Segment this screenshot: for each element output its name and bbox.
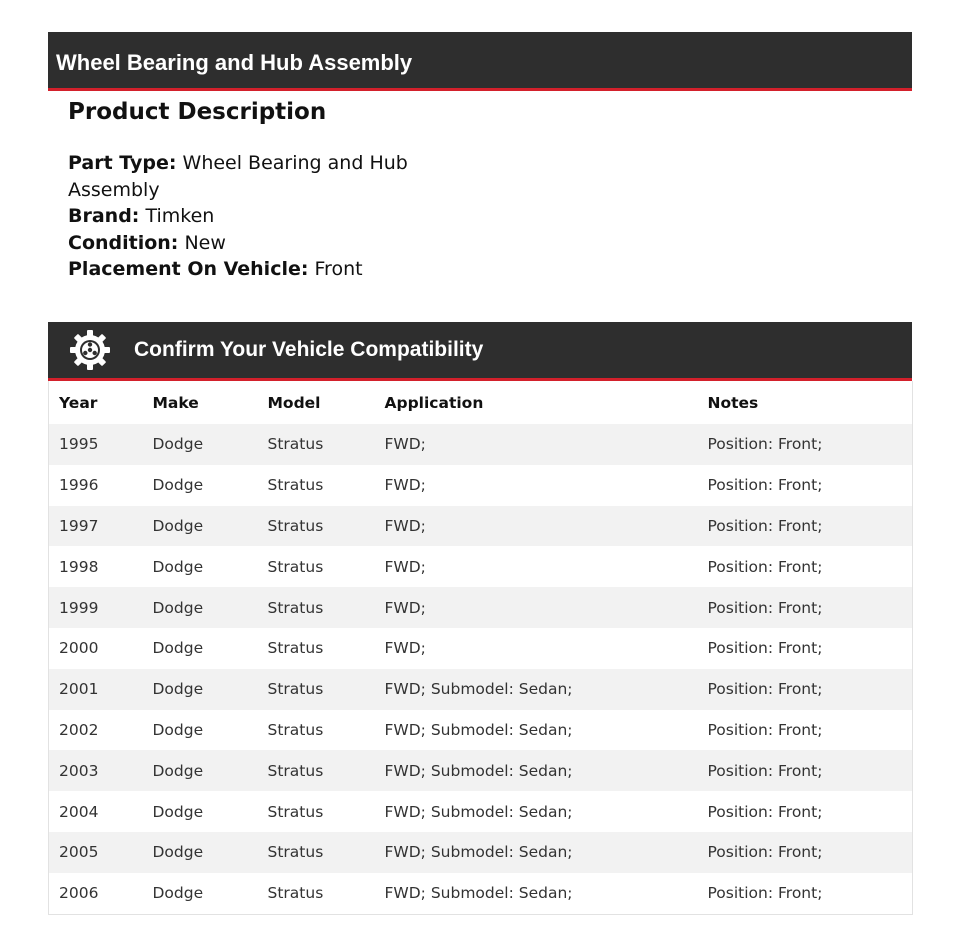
gear-icon — [68, 328, 112, 372]
spec-list — [68, 150, 408, 283]
table-cell-application: FWD; — [384, 639, 426, 658]
table-cell-make: Dodge — [152, 680, 204, 699]
table-cell-model: Stratus — [267, 476, 324, 495]
table-cell-notes: Position: Front; — [707, 476, 823, 495]
product-title: Wheel Bearing and Hub Assembly — [56, 50, 413, 75]
table-row — [49, 791, 913, 832]
spec-brand: Brand: Timken — [68, 205, 215, 227]
description-heading: Product Description — [68, 99, 327, 125]
table-cell-application: FWD; Submodel: Sedan; — [384, 761, 573, 780]
table-cell-year: 2005 — [59, 843, 99, 862]
table-cell-notes: Position: Front; — [707, 639, 823, 658]
table-cell-make: Dodge — [152, 598, 204, 617]
product-title-bar — [48, 32, 912, 91]
table-cell-model: Stratus — [267, 680, 324, 699]
column-header-application: Application — [384, 393, 484, 412]
table-cell-application: FWD; — [384, 557, 426, 576]
table-cell-application: FWD; — [384, 476, 426, 495]
column-header-model: Model — [267, 393, 321, 412]
table-row — [49, 546, 913, 587]
table-cell-application: FWD; Submodel: Sedan; — [384, 884, 573, 903]
table-cell-model: Stratus — [267, 761, 324, 780]
table-cell-year: 2001 — [59, 680, 99, 699]
table-cell-model: Stratus — [267, 884, 324, 903]
table-cell-make: Dodge — [152, 843, 204, 862]
table-cell-model: Stratus — [267, 516, 324, 535]
compatibility-table — [48, 381, 913, 915]
compatibility-header — [48, 322, 912, 381]
table-cell-year: 1998 — [59, 557, 99, 576]
product-description — [68, 96, 408, 283]
table-cell-model: Stratus — [267, 598, 324, 617]
table-row — [49, 873, 913, 914]
table-cell-notes: Position: Front; — [707, 802, 823, 821]
table-cell-notes: Position: Front; — [707, 516, 823, 535]
table-cell-make: Dodge — [152, 557, 204, 576]
table-cell-year: 2006 — [59, 884, 99, 903]
table-cell-year: 2000 — [59, 639, 99, 658]
spec-placement: Placement On Vehicle: Front — [68, 258, 363, 280]
table-cell-model: Stratus — [267, 639, 324, 658]
table-row — [49, 465, 913, 506]
table-cell-year: 1997 — [59, 516, 99, 535]
table-cell-application: FWD; — [384, 598, 426, 617]
table-cell-notes: Position: Front; — [707, 557, 823, 576]
table-cell-notes: Position: Front; — [707, 680, 823, 699]
table-cell-model: Stratus — [267, 843, 324, 862]
compatibility-title: Confirm Your Vehicle Compatibility — [134, 338, 484, 361]
table-cell-year: 1999 — [59, 598, 99, 617]
column-header-year: Year — [59, 393, 98, 412]
table-row — [49, 506, 913, 547]
table-cell-model: Stratus — [267, 802, 324, 821]
spec-part-type: Part Type: Wheel Bearing and Hub Assembly — [68, 152, 408, 201]
table-cell-notes: Position: Front; — [707, 598, 823, 617]
table-cell-make: Dodge — [152, 639, 204, 658]
table-cell-model: Stratus — [267, 435, 324, 454]
table-row — [49, 628, 913, 669]
table-cell-make: Dodge — [152, 516, 204, 535]
table-cell-notes: Position: Front; — [707, 843, 823, 862]
table-row — [49, 832, 913, 873]
table-cell-notes: Position: Front; — [707, 884, 823, 903]
table-cell-model: Stratus — [267, 557, 324, 576]
table-cell-notes: Position: Front; — [707, 720, 823, 739]
table-cell-application: FWD; Submodel: Sedan; — [384, 802, 573, 821]
table-header-row — [49, 381, 913, 424]
table-cell-application: FWD; Submodel: Sedan; — [384, 720, 573, 739]
table-row — [49, 750, 913, 791]
table-cell-application: FWD; — [384, 435, 426, 454]
table-body — [49, 424, 913, 914]
table-row — [49, 710, 913, 751]
table-cell-year: 1995 — [59, 435, 99, 454]
table-cell-make: Dodge — [152, 802, 204, 821]
table-row — [49, 669, 913, 710]
table-cell-year: 1996 — [59, 476, 99, 495]
table-cell-application: FWD; — [384, 516, 426, 535]
column-header-notes: Notes — [707, 393, 759, 412]
table-cell-make: Dodge — [152, 476, 204, 495]
table-cell-make: Dodge — [152, 761, 204, 780]
table-cell-application: FWD; Submodel: Sedan; — [384, 843, 573, 862]
table-row — [49, 587, 913, 628]
table-cell-year: 2004 — [59, 802, 99, 821]
table-cell-year: 2002 — [59, 720, 99, 739]
table-cell-make: Dodge — [152, 884, 204, 903]
table-cell-make: Dodge — [152, 720, 204, 739]
table-cell-make: Dodge — [152, 435, 204, 454]
table-row — [49, 424, 913, 465]
table-cell-year: 2003 — [59, 761, 99, 780]
table-cell-notes: Position: Front; — [707, 435, 823, 454]
spec-condition: Condition: New — [68, 231, 226, 254]
table-cell-notes: Position: Front; — [707, 761, 823, 780]
table-cell-model: Stratus — [267, 720, 324, 739]
table-cell-application: FWD; Submodel: Sedan; — [384, 680, 573, 699]
column-header-make: Make — [152, 393, 199, 412]
